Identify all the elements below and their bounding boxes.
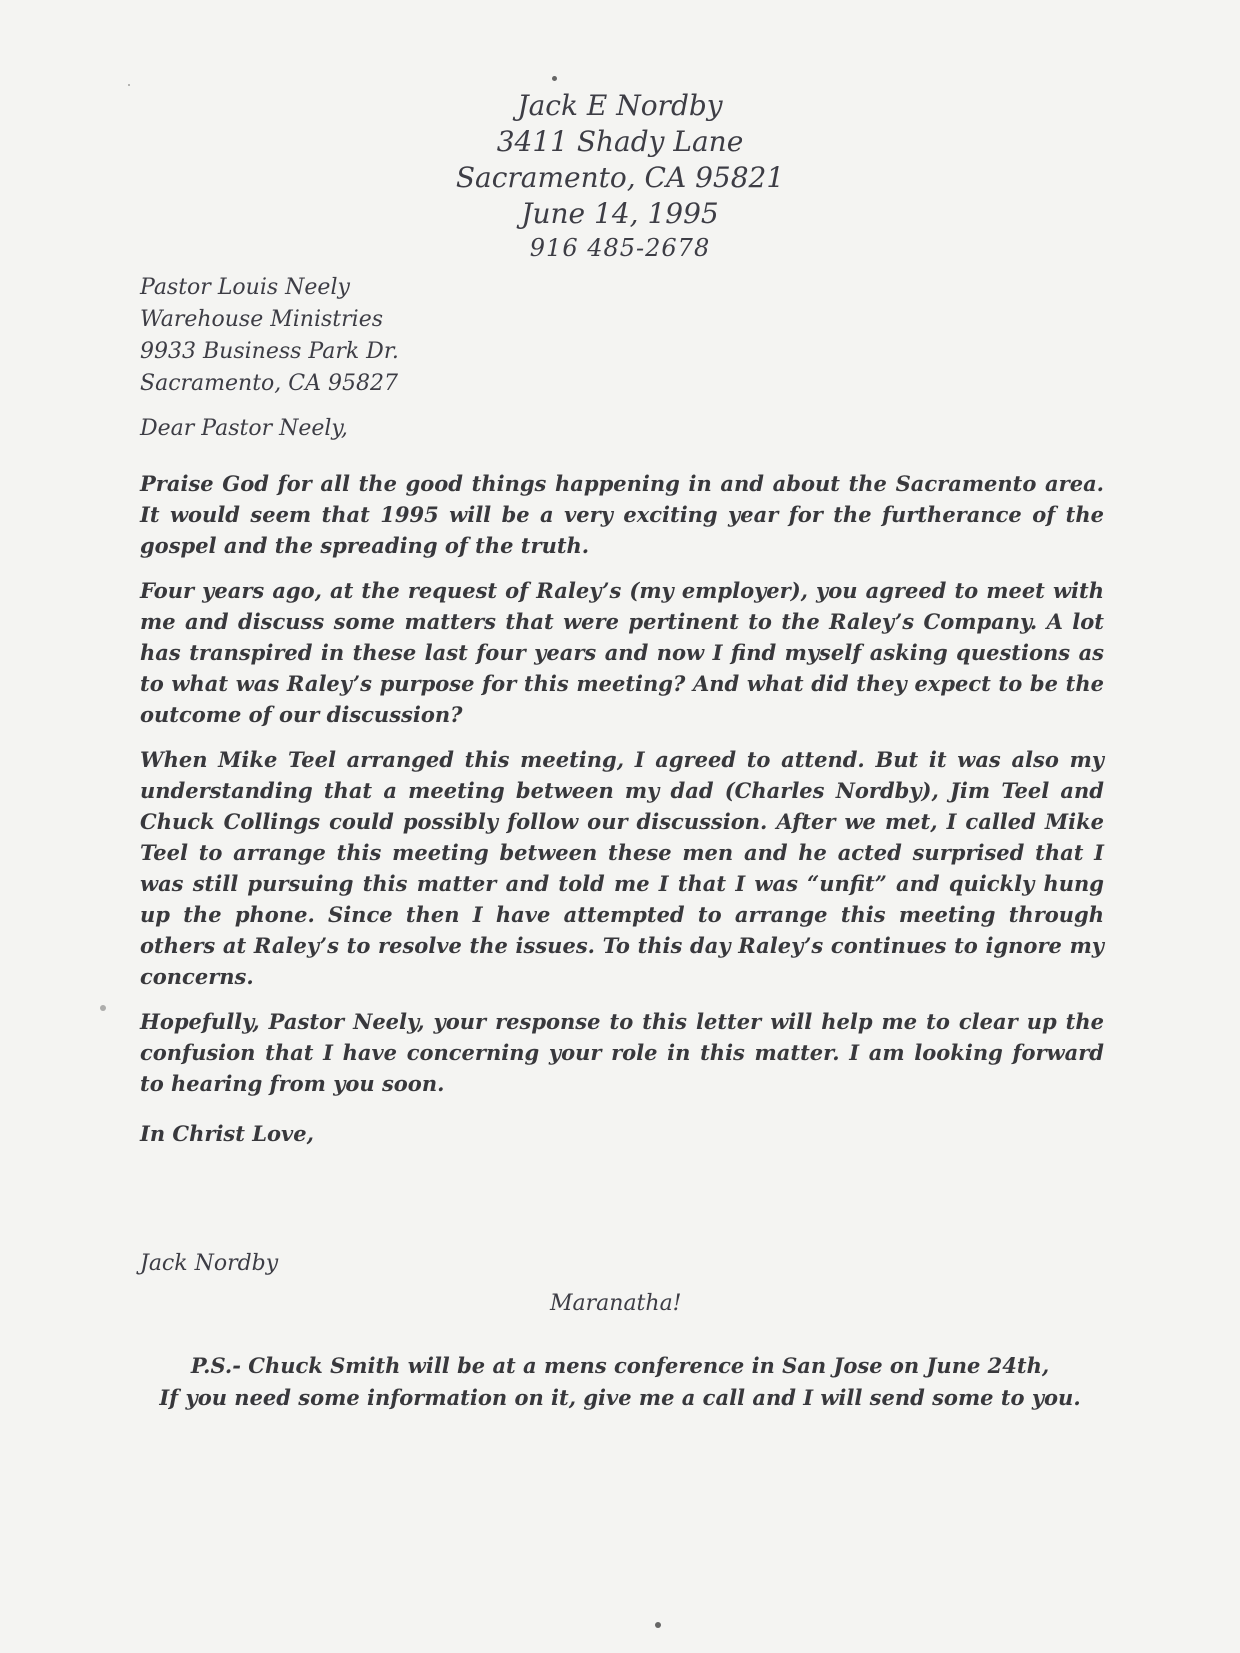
- closing: In Christ Love,: [140, 1121, 314, 1146]
- scan-speck: [100, 1005, 106, 1011]
- scan-speck: [128, 84, 130, 86]
- paragraph: When Mike Teel arranged this meeting, I agreed to attend. But it was also my understanding that a meeting between my dad (Charles Nordby), Jim Teel and Chuck Collings could possibly follow our discussion. After we met, I called Mike Teel to arrange this meeting between these men and he acted surprised that I was still pursuing this matter and told me I that I was “unfit” and quickly hung up the phone. Since then I have attempted to arrange this meeting through others at Raley’s to resolve the issues. To this day Raley’s continues to ignore my concerns.: [140, 747, 1104, 989]
- postscript: [140, 1350, 1100, 1414]
- sender-city: Sacramento, CA 95821: [455, 161, 785, 194]
- recipient-organization: Warehouse Ministries: [140, 307, 383, 332]
- sender-block: [370, 88, 870, 264]
- postscript-line: P.S.- Chuck Smith will be at a mens conference in San Jose on June 24th,: [190, 1353, 1050, 1378]
- paragraph: Four years ago, at the request of Raley’s (my employer), you agreed to meet with me and discuss some matters that were pertinent to the Raley’s Company. A lot has transpired in these last four years and now I find myself asking questions as to what was Raley’s purpose for this meeting? And what did they expect to be the outcome of our discussion?: [140, 578, 1104, 727]
- scan-speck: [655, 1622, 661, 1628]
- scan-speck: [552, 76, 557, 81]
- sender-name: Jack E Nordby: [517, 89, 723, 122]
- postscript-line: If you need some information on it, give me a call and I will send some to you.: [159, 1385, 1081, 1410]
- sender-phone: 916 485-2678: [529, 234, 711, 262]
- farewell: Maranatha!: [550, 1291, 682, 1316]
- sender-street: 3411 Shady Lane: [496, 125, 744, 158]
- recipient-block: [140, 272, 399, 400]
- letter-date: June 14, 1995: [521, 197, 719, 230]
- salutation: Dear Pastor Neely,: [140, 416, 348, 441]
- recipient-street: 9933 Business Park Dr.: [140, 339, 399, 364]
- paragraph: Hopefully, Pastor Neely, your response to this letter will help me to clear up the confusion that I have concerning your role in this matter. I am looking forward to hearing from you soon.: [140, 1009, 1104, 1096]
- signature-name: Jack Nordby: [140, 1251, 279, 1276]
- recipient-city: Sacramento, CA 95827: [140, 371, 398, 396]
- letter-body: [140, 468, 1104, 1113]
- paragraph: Praise God for all the good things happening in and about the Sacramento area. It would seem that 1995 will be a very exciting year for the furtherance of the gospel and the spreading of the truth.: [140, 471, 1104, 558]
- recipient-name: Pastor Louis Neely: [140, 275, 350, 300]
